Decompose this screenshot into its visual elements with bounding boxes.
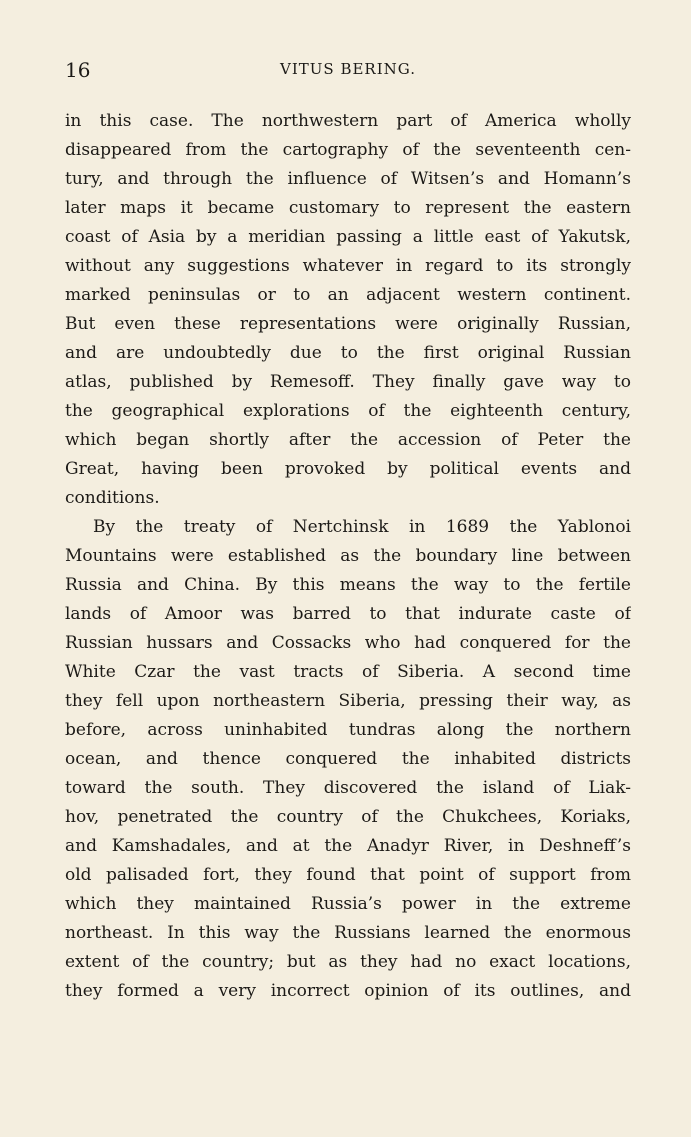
- body-text: [65, 107, 631, 1006]
- text-line: Russia and China. By this means the way to the fertile: [65, 575, 631, 595]
- text-line: Great, having been provoked by political events and: [65, 459, 631, 479]
- text-line: which began shortly after the accession of Peter the: [65, 430, 631, 450]
- text-line: Mountains were established as the boundary line between: [65, 546, 631, 566]
- page-number: 16: [65, 58, 91, 82]
- text-line: White Czar the vast tracts of Siberia. A second time: [65, 662, 631, 682]
- running-title: VITUS BERING.: [280, 60, 416, 78]
- text-line: and are undoubtedly due to the first original Russian: [65, 343, 631, 363]
- text-line: before, across uninhabited tundras along the northern: [65, 720, 631, 740]
- text-line: old palisaded fort, they found that point of support from: [65, 865, 631, 885]
- paragraph-2: [65, 513, 631, 1006]
- text-line: hov, penetrated the country of the Chukchees, Koriaks,: [65, 807, 631, 827]
- text-line: they fell upon northeastern Siberia, pressing their way, as: [65, 691, 631, 711]
- text-line: disappeared from the cartography of the seventeenth cen-: [65, 140, 631, 160]
- text-line: lands of Amoor was barred to that indurate caste of: [65, 604, 631, 624]
- text-line: extent of the country; but as they had no exact locations,: [65, 952, 631, 972]
- text-line: But even these representations were originally Russian,: [65, 314, 631, 334]
- text-line: northeast. In this way the Russians learned the enormous: [65, 923, 631, 943]
- text-line: marked peninsulas or to an adjacent western continent.: [65, 285, 631, 305]
- text-line: ocean, and thence conquered the inhabited districts: [65, 749, 631, 769]
- text-line: By the treaty of Nertchinsk in 1689 the Yablonoi: [93, 517, 631, 537]
- running-head: [65, 58, 631, 88]
- text-line: coast of Asia by a meridian passing a little east of Yakutsk,: [65, 227, 631, 247]
- text-line: without any suggestions whatever in regard to its strongly: [65, 256, 631, 276]
- text-line: tury, and through the influence of Witsen’s and Homann’s: [65, 169, 631, 189]
- paragraph-1: [65, 107, 631, 513]
- text-line: the geographical explorations of the eighteenth century,: [65, 401, 631, 421]
- text-line: which they maintained Russia’s power in the extreme: [65, 894, 631, 914]
- text-line: toward the south. They discovered the island of Liak-: [65, 778, 631, 798]
- text-line: they formed a very incorrect opinion of its outlines, and: [65, 981, 631, 1001]
- text-line: conditions.: [65, 488, 160, 508]
- text-line: in this case. The northwestern part of America wholly: [65, 111, 631, 131]
- text-line: Russian hussars and Cossacks who had conquered for the: [65, 633, 631, 653]
- text-line: later maps it became customary to represent the eastern: [65, 198, 631, 218]
- text-line: atlas, published by Remesoff. They finally gave way to: [65, 372, 631, 392]
- text-line: and Kamshadales, and at the Anadyr River, in Deshneff’s: [65, 836, 631, 856]
